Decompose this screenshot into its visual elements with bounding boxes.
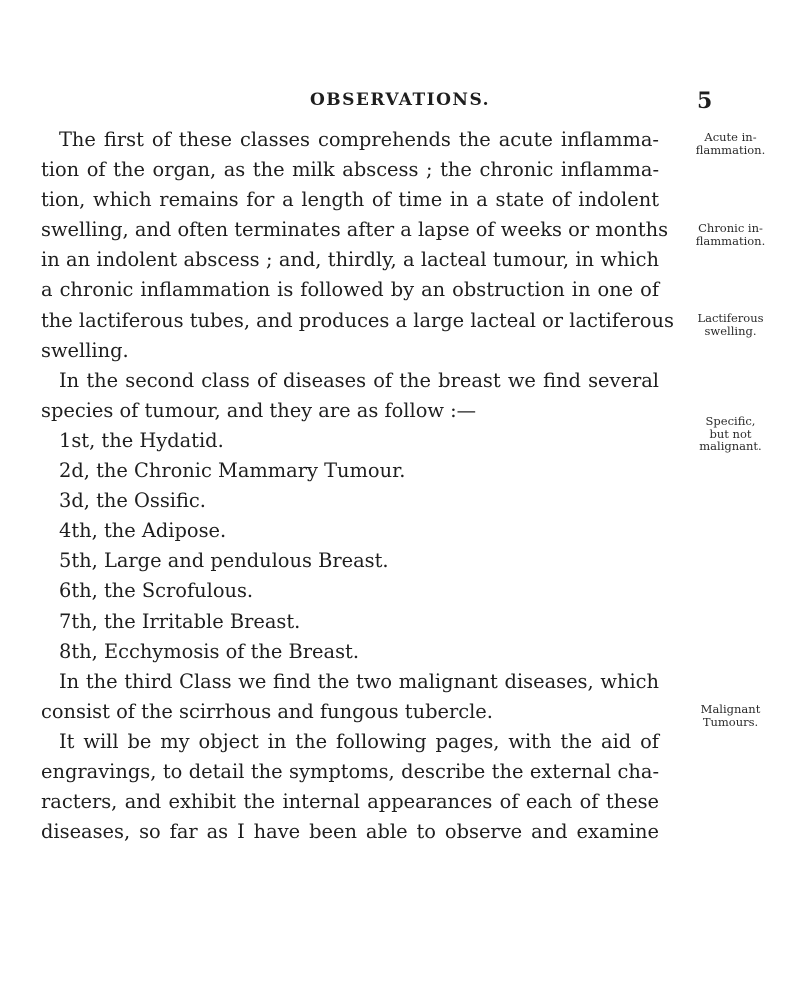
text-line: the lactiferous tubes, and produces a large lacteal or lactiferous	[41, 308, 674, 332]
list-item: 8th, Ecchymosis of the Breast.	[59, 639, 359, 663]
text-line: racters, and exhibit the internal appearances of each of these	[41, 790, 659, 814]
page-number: 5	[697, 88, 713, 114]
list-item: 7th, the Irritable Breast.	[59, 609, 301, 633]
text-line: tion, which remains for a length of time in a state of indolent	[41, 188, 659, 212]
marginal-note-lactiferous: Lactiferous swelling.	[697, 311, 764, 338]
text-line: It will be my object in the following pages, with the aid of	[59, 729, 659, 753]
list-item: 4th, the Adipose.	[59, 519, 227, 543]
body-text	[41, 125, 674, 847]
marginal-note-specific: Specific, but not malignant.	[699, 414, 762, 453]
text-line: In the second class of diseases of the breast we find several	[59, 368, 659, 392]
text-line: in an indolent abscess ; and, thirdly, a lacteal tumour, in which	[41, 248, 659, 272]
text-line: swelling, and often terminates after a lapse of weeks or months	[41, 218, 669, 242]
list-item: 2d, the Chronic Mammary Tumour.	[59, 459, 406, 483]
list-item: 3d, the Ossific.	[59, 489, 206, 513]
list-item: 6th, the Scrofulous.	[59, 579, 254, 603]
marginal-notes	[663, 0, 798, 990]
text-line: a chronic inflammation is followed by an obstruction in one of	[41, 278, 659, 302]
text-line: tion of the organ, as the milk abscess ; the chronic inflamma-	[41, 158, 659, 182]
text-line: consist of the scirrhous and fungous tubercle.	[41, 699, 493, 723]
running-title: OBSERVATIONS.	[309, 90, 491, 110]
text-line: In the third Class we find the two malignant diseases, which	[59, 669, 659, 693]
text-line: engravings, to detail the symptoms, describe the external cha-	[41, 759, 659, 783]
marginal-note-malignant: Malignant Tumours.	[700, 702, 761, 729]
marginal-note-acute: Acute in- flammation.	[695, 130, 766, 157]
marginal-note-chronic: Chronic in- flammation.	[695, 221, 766, 248]
text-line: swelling.	[41, 338, 129, 362]
text-line: diseases, so far as I have been able to observe and examine	[41, 820, 659, 844]
text-line: The first of these classes comprehends the acute inflamma-	[59, 128, 659, 151]
list-item: 1st, the Hydatid.	[59, 428, 224, 452]
text-line: species of tumour, and they are as follow :—	[41, 398, 477, 422]
list-item: 5th, Large and pendulous Breast.	[59, 549, 389, 573]
